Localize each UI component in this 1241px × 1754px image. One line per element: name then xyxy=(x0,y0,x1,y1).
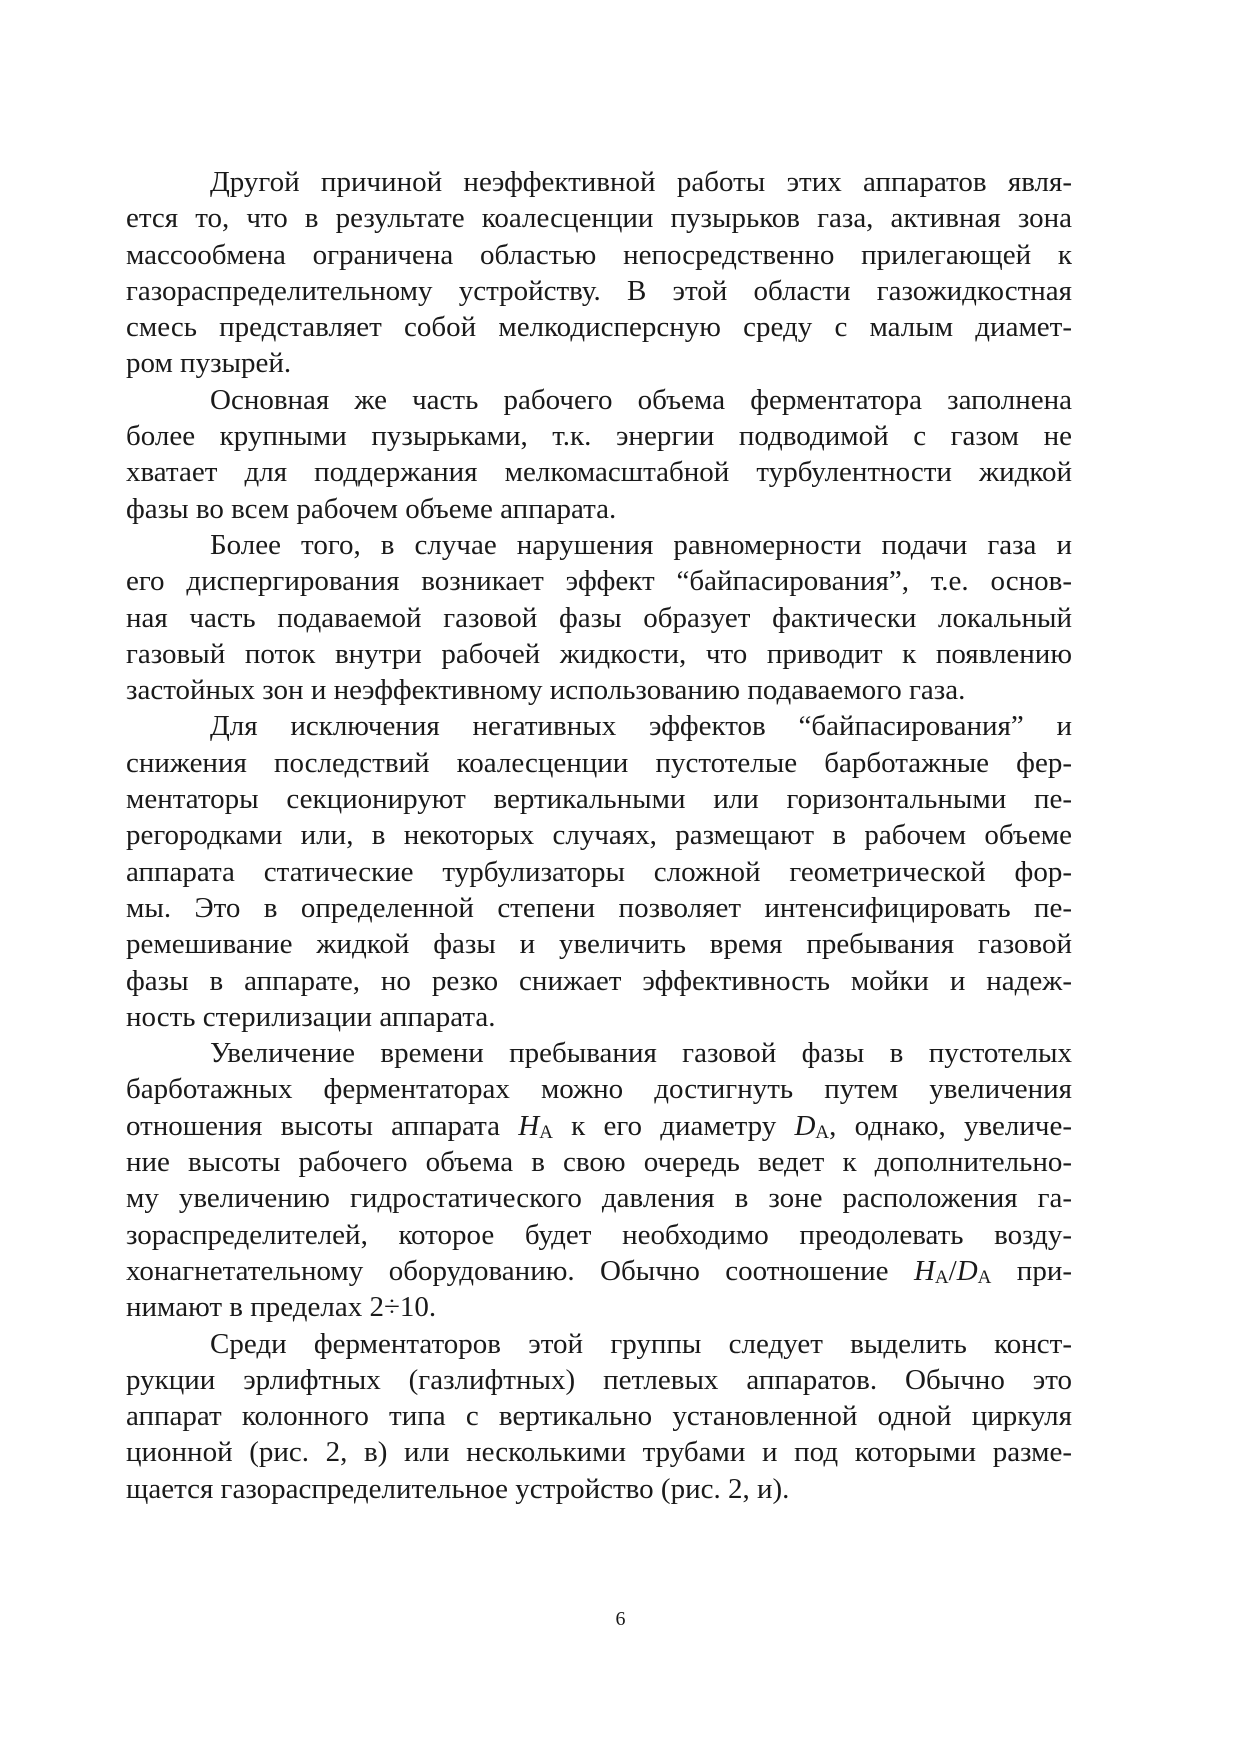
text-fragment: , однако, увеличе- xyxy=(829,1109,1072,1142)
text-line: мы. Это в определенной степени позволяет интенсифицировать пе- xyxy=(126,891,1072,924)
text-fragment: хонагнетательному оборудованию. Обычно соотношение xyxy=(126,1254,914,1287)
diameter-symbol: D xyxy=(794,1109,816,1142)
text-line: застойных зон и неэффективному использованию подаваемого газа. xyxy=(126,674,966,707)
text-line: зораспределителей, которое будет необходимо преодолевать возду- xyxy=(126,1218,1072,1251)
paragraph-2 xyxy=(126,382,1072,527)
diameter-subscript: A xyxy=(977,1266,992,1288)
text-line: нимают в пределах 2÷10. xyxy=(126,1291,437,1324)
text-line: Более того, в случае нарушения равномерности подачи газа и xyxy=(210,528,1072,561)
text-line: смесь представляет собой мелкодисперсную среду с малым диамет- xyxy=(126,311,1072,344)
paragraph-3 xyxy=(126,527,1072,708)
text-line: ется то, что в результате коалесценции пузырьков газа, активная зона xyxy=(126,202,1072,235)
text-line: ремешивание жидкой фазы и увеличить время пребывания газовой xyxy=(126,928,1072,961)
paragraph-1 xyxy=(126,164,1072,382)
text-line: ние высоты рабочего объема в свою очередь ведет к дополнительно- xyxy=(126,1146,1072,1179)
height-subscript: A xyxy=(539,1121,553,1143)
text-fragment: к его диаметру xyxy=(552,1109,795,1142)
paragraph-5 xyxy=(126,1035,1072,1325)
ratio-slash: / xyxy=(948,1254,957,1287)
text-line: Для исключения негативных эффектов “байпасирования” и xyxy=(210,710,1072,743)
text-line: газораспределительному устройству. В этой области газожидкостная xyxy=(126,274,1072,307)
text-line: газовый поток внутри рабочей жидкости, что приводит к появлению xyxy=(126,637,1072,670)
text-line-with-formula xyxy=(126,1108,1072,1144)
text-line: ность стерилизации аппарата. xyxy=(126,1000,496,1033)
text-fragment: при- xyxy=(991,1254,1072,1287)
text-line: фазы во всем рабочем объеме аппарата. xyxy=(126,492,617,525)
text-line: Увеличение времени пребывания газовой фазы в пустотелых xyxy=(210,1037,1072,1070)
text-line: фазы в аппарате, но резко снижает эффективность мойки и надеж- xyxy=(126,964,1072,997)
text-line: аппарата статические турбулизаторы сложной геометрической фор- xyxy=(126,855,1072,888)
text-line: аппарат колонного типа с вертикально установленной одной циркуля xyxy=(126,1400,1072,1433)
height-subscript: A xyxy=(934,1266,949,1288)
text-line: щается газораспределительное устройство (рис. 2, и). xyxy=(126,1472,790,1505)
text-line: ром пузырей. xyxy=(126,347,292,380)
page-number: 6 xyxy=(615,1608,626,1630)
paragraph-6 xyxy=(126,1326,1072,1507)
text-line: снижения последствий коалесценции пустотелые барботажные фер- xyxy=(126,746,1072,779)
text-line: ная часть подаваемой газовой фазы образует фактически локальный xyxy=(126,601,1072,634)
text-line: ментаторы секционируют вертикальными или горизонтальными пе- xyxy=(126,783,1072,816)
diameter-symbol: D xyxy=(956,1254,978,1287)
text-line: хватает для поддержания мелкомасштабной турбулентности жидкой xyxy=(126,456,1072,489)
text-line: Среди ферментаторов этой группы следует выделить конст- xyxy=(210,1327,1072,1360)
paragraph-4 xyxy=(126,708,1072,1035)
text-line: его диспергирования возникает эффект “байпасирования”, т.е. основ- xyxy=(126,565,1072,598)
text-line: рукции эрлифтных (газлифтных) петлевых аппаратов. Обычно это xyxy=(126,1363,1072,1396)
text-line: массообмена ограничена областью непосредственно прилегающей к xyxy=(126,238,1072,271)
text-line: ционной (рис. 2, в) или несколькими трубами и под которыми разме- xyxy=(126,1436,1072,1469)
text-line: более крупными пузырьками, т.к. энергии подводимой с газом не xyxy=(126,420,1072,453)
text-line: барботажных ферментаторах можно достигнуть путем увеличения xyxy=(126,1073,1072,1106)
diameter-subscript: A xyxy=(815,1121,830,1143)
height-symbol: H xyxy=(518,1109,540,1142)
text-fragment: отношения высоты аппарата xyxy=(126,1109,519,1142)
text-line: му увеличению гидростатического давления в зоне расположения га- xyxy=(126,1182,1072,1215)
text-line-with-formula xyxy=(126,1253,1072,1289)
text-line: регородками или, в некоторых случаях, размещают в рабочем объеме xyxy=(126,819,1072,852)
text-line: Основная же часть рабочего объема ферментатора заполнена xyxy=(210,383,1072,416)
height-symbol: H xyxy=(913,1254,935,1287)
body-text xyxy=(126,164,1072,1507)
text-line: Другой причиной неэффективной работы этих аппаратов явля- xyxy=(210,166,1072,198)
